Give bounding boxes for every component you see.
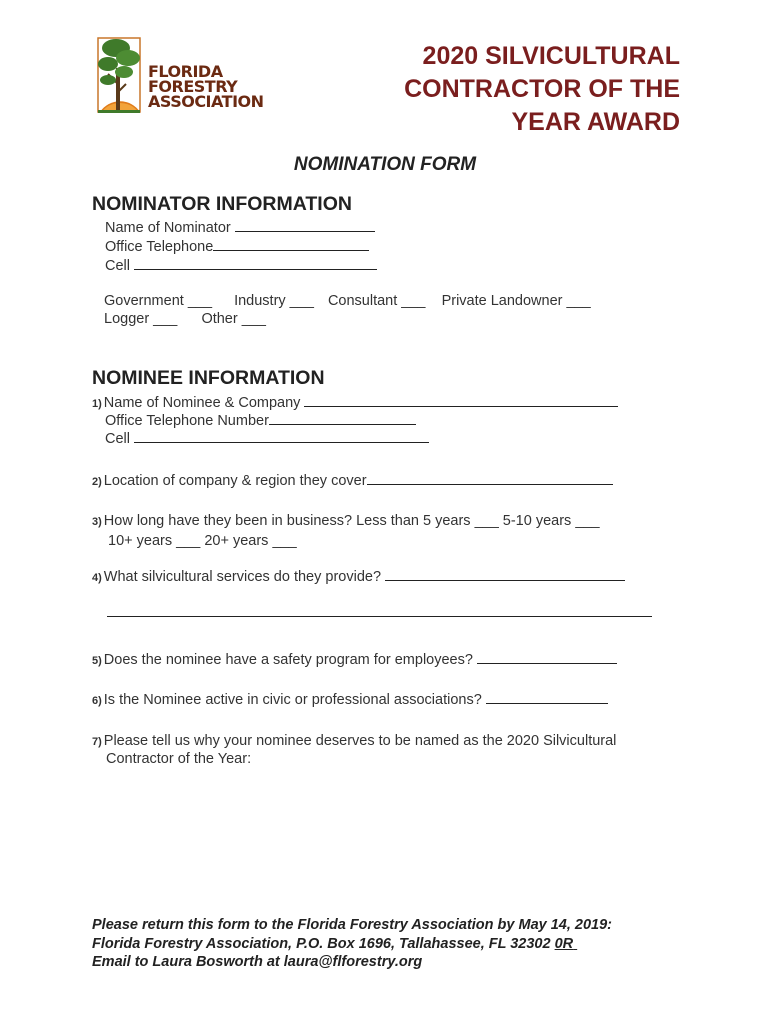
nominee-phone-row	[105, 411, 416, 430]
q3-row-2	[108, 532, 297, 550]
q3-number: 3)	[92, 516, 102, 528]
nominator-name-field[interactable]	[235, 218, 375, 232]
q2-field[interactable]	[367, 471, 613, 485]
q7-answer-area[interactable]	[106, 775, 666, 900]
type-government[interactable]: Government ___	[104, 293, 213, 309]
q5-label: Does the nominee have a safety program for employees?	[103, 652, 473, 668]
footer-address: Florida Forestry Association, P.O. Box 1696, Tallahassee, FL 32302	[92, 935, 551, 952]
q1-label: Name of Nominee & Company	[103, 395, 301, 411]
q4-label: What silvicultural services do they provide?	[103, 569, 382, 585]
q1-number: 1)	[92, 398, 102, 410]
q7-row	[92, 732, 616, 751]
q4-row	[92, 567, 625, 587]
type-logger[interactable]: Logger ___	[104, 311, 178, 327]
footer-line-2	[92, 935, 612, 954]
type-private-landowner[interactable]: Private Landowner ___	[441, 293, 591, 309]
q7-line1: Please tell us why your nominee deserves to be named as the 2020 Silvicultural	[103, 733, 617, 749]
type-other[interactable]: Other ___	[201, 311, 266, 327]
nominee-cell-field[interactable]	[134, 429, 429, 443]
nominee-name-field[interactable]	[304, 393, 618, 407]
q4-number: 4)	[92, 572, 102, 584]
nominator-phone-label: Office Telephone	[105, 239, 214, 255]
nominee-cell-label: Cell	[105, 431, 130, 447]
q6-field[interactable]	[486, 690, 608, 704]
type-industry[interactable]: Industry ___	[234, 293, 314, 309]
return-instructions	[92, 916, 612, 972]
nominator-name-label: Name of Nominator	[105, 220, 231, 236]
q2-label: Location of company & region they cover	[103, 473, 367, 489]
q6-number: 6)	[92, 695, 102, 707]
q6-label: Is the Nominee active in civic or professional associations?	[103, 692, 482, 708]
nominator-phone-field[interactable]	[213, 237, 369, 251]
form-title: NOMINATION FORM	[293, 154, 477, 175]
footer-line-3: Email to Laura Bosworth at laura@flforestry.org	[92, 954, 423, 970]
nominee-phone-field[interactable]	[269, 411, 416, 425]
q1-row	[92, 393, 618, 413]
nominator-cell-label: Cell	[105, 258, 130, 274]
nominee-heading: NOMINEE INFORMATION	[92, 367, 325, 389]
nominator-type-row-2	[104, 310, 266, 328]
award-title: 2020 SILVICULTURAL CONTRACTOR OF THE YEAR AWARD	[404, 42, 680, 136]
q4-field[interactable]	[385, 567, 625, 581]
logo-text: FLORIDA FORESTRY ASSOCIATION	[148, 62, 264, 111]
nominator-heading: NOMINATOR INFORMATION	[92, 193, 352, 215]
q7-row-2	[106, 750, 251, 768]
q3-line1[interactable]: How long have they been in business? Less than 5 years ___ 5-10 years ___	[103, 513, 600, 529]
q7-number: 7)	[92, 736, 102, 748]
q7-line2: Contractor of the Year:	[106, 751, 252, 767]
q5-field[interactable]	[477, 650, 617, 664]
q5-number: 5)	[92, 655, 102, 667]
q5-row	[92, 650, 617, 670]
nominator-cell-row	[105, 256, 377, 275]
footer-line-1: Please return this form to the Florida Forestry Association by May 14, 2019:	[92, 917, 613, 933]
nominator-phone-row	[105, 237, 369, 256]
q2-number: 2)	[92, 476, 102, 488]
nominee-phone-label: Office Telephone Number	[105, 413, 269, 429]
q3-line2[interactable]: 10+ years ___ 20+ years ___	[108, 533, 297, 549]
nominator-cell-field[interactable]	[134, 256, 377, 270]
nominee-cell-row	[105, 429, 429, 448]
q2-row	[92, 471, 613, 491]
nominator-type-row-1	[104, 292, 591, 310]
footer-or: 0R	[554, 935, 574, 952]
q6-row	[92, 690, 608, 710]
q4-field-line-2[interactable]	[107, 616, 652, 617]
type-consultant[interactable]: Consultant ___	[327, 293, 426, 309]
nominator-name-row	[105, 218, 375, 237]
q3-row	[92, 512, 600, 531]
